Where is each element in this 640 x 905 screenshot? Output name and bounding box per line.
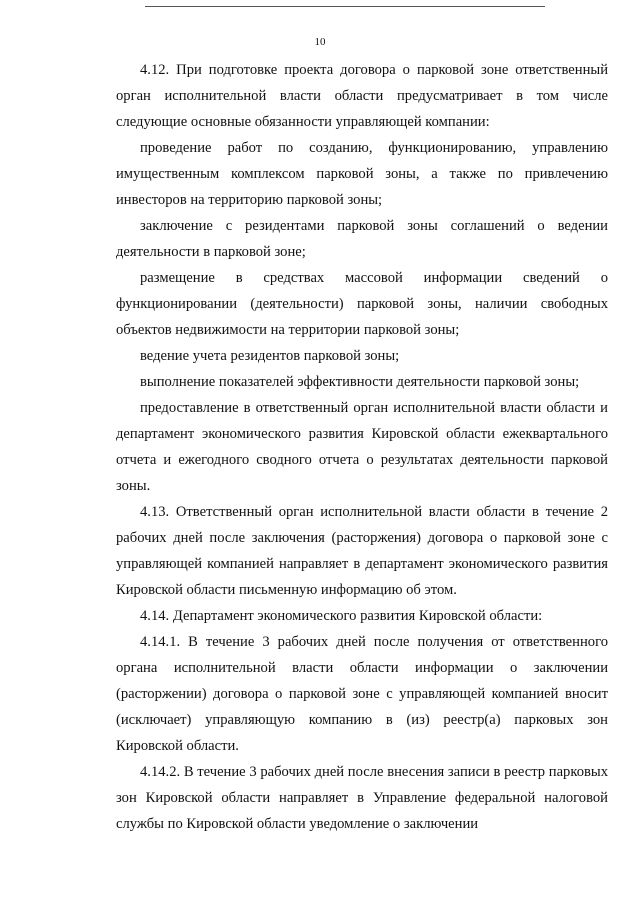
- paragraph-4-14: 4.14. Департамент экономического развития Кировской области:: [140, 608, 543, 624]
- page-number: 10: [314, 36, 326, 48]
- duty-item-3: размещение в средствах массовой информации сведений о функционировании (деятельности) парковой зоны, наличии свободных объектов недвижимости на территории парковой зоны;: [116, 270, 608, 338]
- duty-item-5: выполнение показателей эффективности деятельности парковой зоны;: [140, 374, 580, 390]
- duty-item-2: заключение с резидентами парковой зоны соглашений о ведении деятельности в парковой зоне;: [116, 218, 608, 260]
- paragraph-4-12: 4.12. При подготовке проекта договора о парковой зоне ответственный орган исполнительной власти области предусматривает в том числе следующие основные обязанности управляющей компании:: [116, 62, 608, 130]
- paragraph-4-14-2: 4.14.2. В течение 3 рабочих дней после внесения записи в реестр парковых зон Кировской области направляет в Управление федеральной налоговой службы по Кировской области уведомление о заключении: [116, 764, 608, 832]
- top-rule: [145, 6, 545, 7]
- document-body: [116, 57, 608, 837]
- duty-item-1: проведение работ по созданию, функционированию, управлению имущественным комплексом парковой зоны, а также по привлечению инвесторов на территорию парковой зоны;: [116, 140, 608, 208]
- duty-item-4: ведение учета резидентов парковой зоны;: [140, 348, 400, 364]
- paragraph-4-13: 4.13. Ответственный орган исполнительной власти области в течение 2 рабочих дней после заключения (расторжения) договора о парковой зоне с управляющей компанией направляет в департамент экономического развития Кировской области письменную информацию об этом.: [116, 504, 608, 598]
- paragraph-4-14-1: 4.14.1. В течение 3 рабочих дней после получения от ответственного органа исполнительной власти области информации о заключении (расторжении) договора о парковой зоне с управляющей компанией вносит (исключает) управляющую компанию в (из) реестр(а) парковых зон Кировской области.: [116, 634, 608, 754]
- duty-item-6: предоставление в ответственный орган исполнительной власти области и департамент экономического развития Кировской области ежеквартального отчета и ежегодного сводного отчета о результатах деятельности парковой зоны.: [116, 400, 608, 494]
